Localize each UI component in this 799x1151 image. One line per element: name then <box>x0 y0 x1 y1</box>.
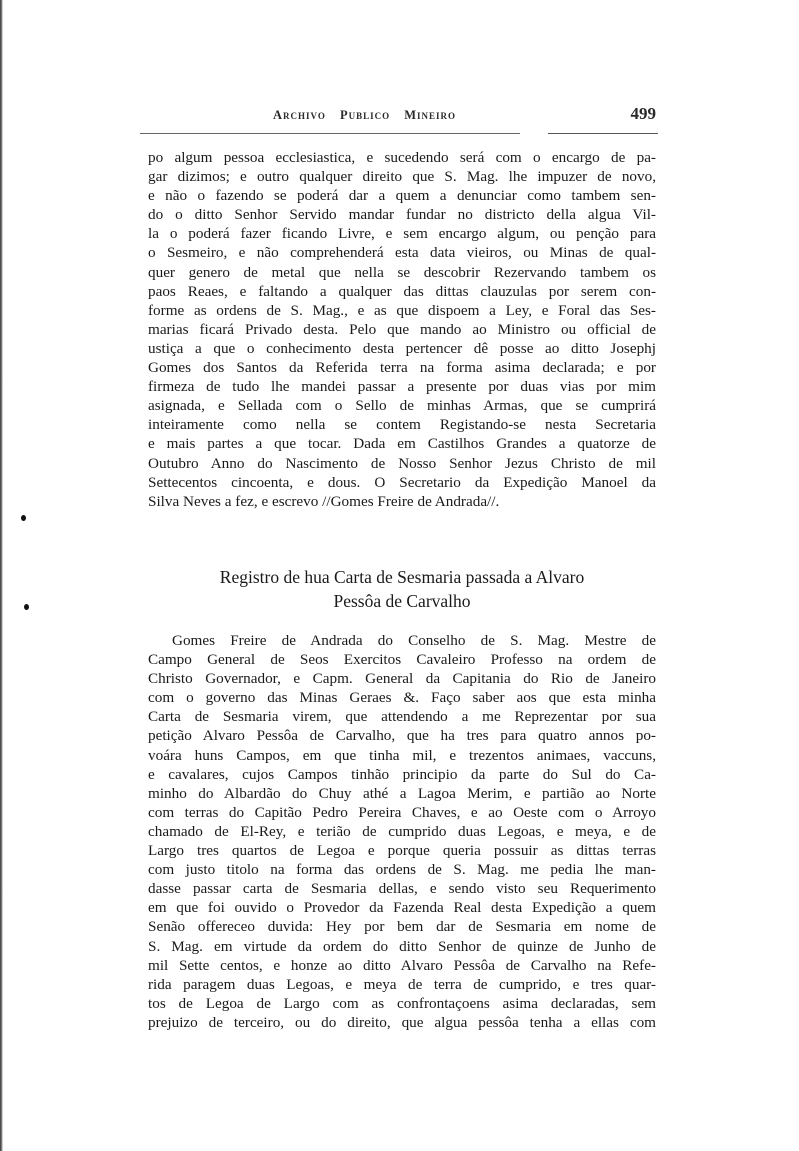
text-line: e mais partes a que tocar. Dada em Castilhos Grandes a quatorze de <box>148 435 656 453</box>
text-line: ustiça a que o conhecimento desta pertencer dê posse ao ditto Josephj <box>148 339 656 357</box>
text-line: Carta de Sesmaria virem, que attendendo a me Reprezentar por sua <box>148 708 656 726</box>
text-line: firmeza de tudo lhe mandei passar a presente por duas vias por mim <box>148 378 656 396</box>
text-line: Campo General de Seos Exercitos Cavaleiro Professo na ordem de <box>148 651 656 669</box>
text-line: com o governo das Minas Geraes &. Faço saber aos que esta minha <box>148 689 656 707</box>
text-line: gar dizimos; e outro qualquer direito que S. Mag. lhe impuzer de novo, <box>148 168 656 186</box>
text-line: Gomes Freire de Andrada do Conselho de S. Mag. Mestre de <box>172 632 656 649</box>
text-line: o Sesmeiro, e não comprehenderá esta data vieiros, ou Minas de qual- <box>148 244 656 262</box>
text-line: tos de Legoa de Largo com as confrontaçoens asima declaradas, sem <box>148 994 656 1012</box>
text-line: inteiramente como nella se contem Registando-se nesta Secretaria <box>148 416 656 434</box>
margin-mark <box>24 604 29 610</box>
text-line: po algum pessoa ecclesiastica, e sucedendo será com o encargo de pa- <box>148 149 656 166</box>
text-line: e cavalares, cujos Campos tinhão principio da parte do Sul do Ca- <box>148 765 656 783</box>
text-line: com terras do Capitão Pedro Pereira Chaves, e ao Oeste com o Arroyo <box>148 803 656 821</box>
running-title: Archivo Publico Mineiro <box>273 108 457 122</box>
text-line: Silva Neves a fez, e escrevo //Gomes Freire de Andrada//. <box>148 492 500 510</box>
text-line: dasse passar carta de Sesmaria dellas, e sendo visto seu Requerimento <box>148 880 656 898</box>
text-line: asignada, e Sellada com o Sello de minhas Armas, que se cumprirá <box>148 397 656 415</box>
text-line: Largo tres quartos de Legoa e porque queria possuir as dittas terras <box>148 842 656 860</box>
section-title <box>148 565 656 613</box>
text-line: quer genero de metal que nella se descobrir Rezervando tambem os <box>148 263 656 281</box>
text-line: S. Mag. em virtude da ordem do ditto Senhor de quinze de Junho de <box>148 937 656 955</box>
text-line: Settecentos cincoenta, e dous. O Secretario da Expedição Manoel da <box>148 473 656 491</box>
text-line: petição Alvaro Pessôa de Carvalho, que ha tres para quatro annos po- <box>148 727 656 745</box>
continuation-paragraph <box>148 148 656 511</box>
page-number: 499 <box>630 104 656 123</box>
text-line: minho do Albardão do Chuy athé a Lagoa Merim, e partião ao Norte <box>148 784 656 802</box>
running-head <box>148 104 658 128</box>
text-line: Christo Governador, e Capm. General da Capitania do Rio de Janeiro <box>148 670 656 688</box>
section-title-line: Pessôa de Carvalho <box>333 591 471 611</box>
header-rule-right <box>548 133 658 134</box>
header-rule <box>140 133 520 134</box>
text-line: voára huns Campos, em que tinha mil, e trezentos animaes, vaccuns, <box>148 746 656 764</box>
section-paragraph <box>148 631 656 1032</box>
text-line: Senão offereceo duvida: Hey por bem dar de Sesmaria em nome de <box>148 918 656 936</box>
text-line: do o ditto Senhor Servido mandar fundar no districto della algua Vil- <box>148 206 656 224</box>
text-line: chamado de El-Rey, e terião de cumprido duas Legoas, e meya, e de <box>148 822 656 840</box>
text-line: prejuizo de terceiro, ou do direito, que algua pessôa tenha a ellas com <box>148 1013 656 1031</box>
scan-edge <box>0 0 3 1151</box>
margin-mark <box>21 515 26 521</box>
text-line: paos Reaes, e faltando a qualquer das dittas clauzulas por serem con- <box>148 282 656 300</box>
text-line: marias ficará Privado desta. Pelo que mando ao Ministro ou official de <box>148 320 656 338</box>
text-line: em que foi ouvido o Provedor da Fazenda Real desta Expedição a quem <box>148 899 656 917</box>
text-line: com justo titolo na forma das ordens de S. Mag. me pedia lhe man- <box>148 861 656 879</box>
text-line: Outubro Anno do Nascimento de Nosso Senhor Jezus Christo de mil <box>148 454 656 472</box>
text-line: forme as ordens de S. Mag., e as que dispoem a Ley, e Foral das Ses- <box>148 301 656 319</box>
text-line: e não o fazendo se poderá dar a quem a denunciar como tambem sen- <box>148 187 656 205</box>
text-line: mil Sette centos, e honze ao ditto Alvaro Pessôa de Carvalho na Refe- <box>148 956 656 974</box>
text-line: rida paragem duas Legoas, e meya de terra de cumprido, e tres quar- <box>148 975 656 993</box>
section-title-line: Registro de hua Carta de Sesmaria passada a Alvaro <box>219 567 585 587</box>
text-line: la o poderá fazer ficando Livre, e sem encargo algum, ou penção para <box>148 225 656 243</box>
text-line: Gomes dos Santos da Referida terra na forma asima declarada; e por <box>148 359 656 377</box>
